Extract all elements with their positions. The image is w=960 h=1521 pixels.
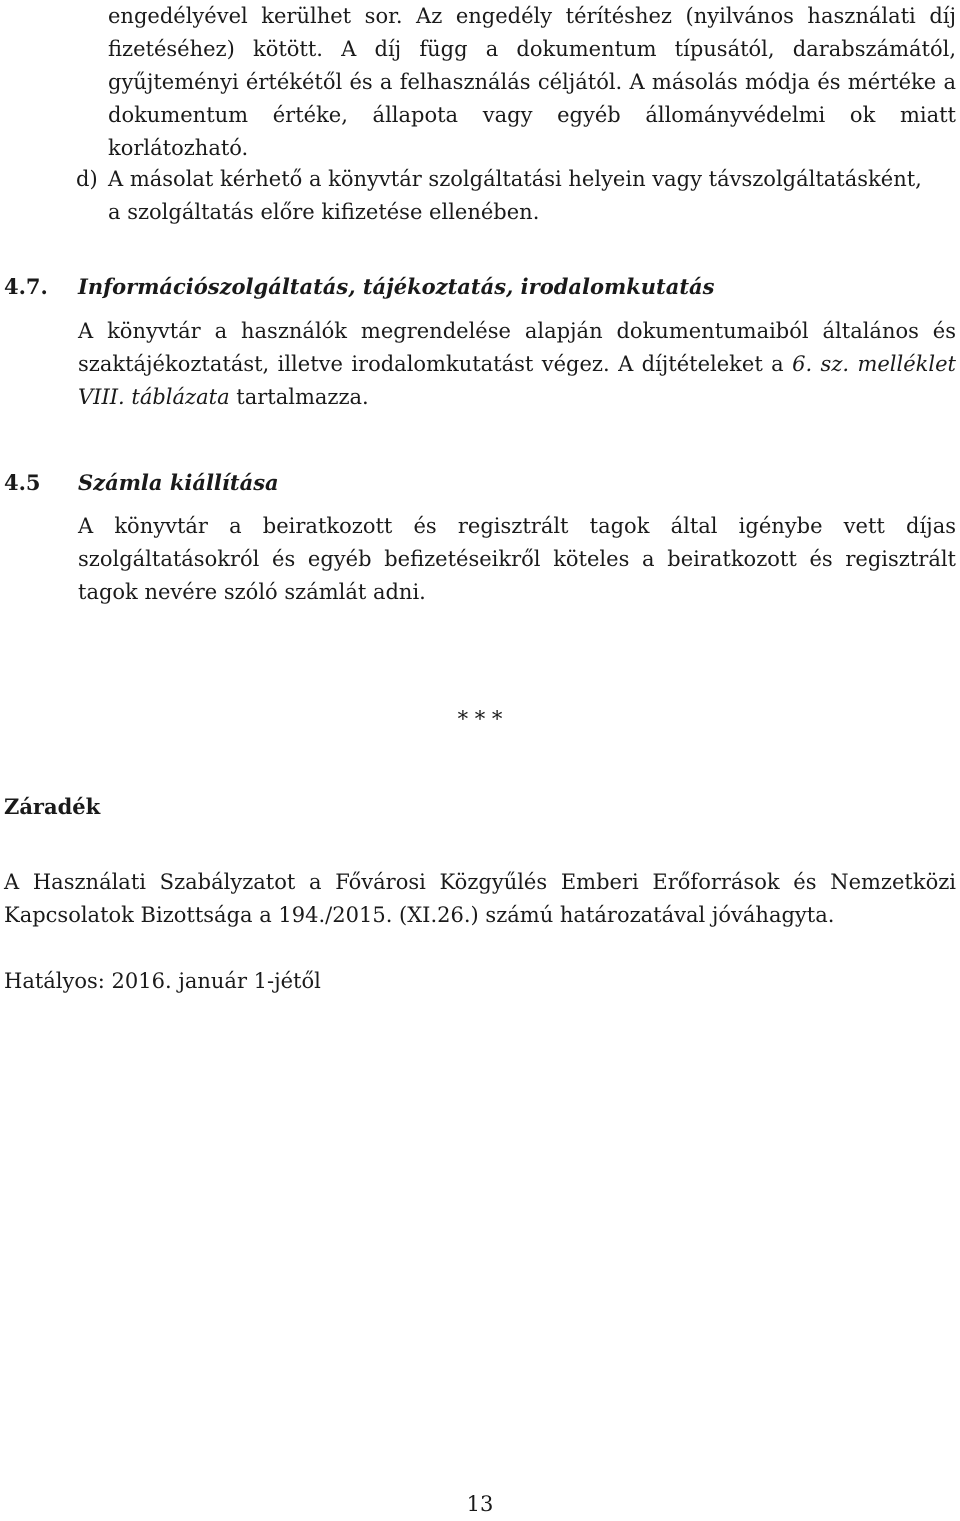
section-heading-4-7 xyxy=(4,270,954,303)
item-d-line2: a szolgáltatás előre kifizetése ellenében. xyxy=(108,200,540,224)
section-separator: * * * xyxy=(457,707,503,731)
closing-heading: Záradék xyxy=(4,794,101,819)
copy-rules-paragraph: engedélyével kerülhet sor. Az engedély térítéshez (nyilvános használati díj fizetéséhez) kötött. A díj függ a dokumentum típusától, darabszámától, gyűjteményi értékétől és a felhasználás céljától. A másolás módja és mértéke a dokumentum értéke, állapota vagy egyéb állományvédelmi ok miatt korlátozható. xyxy=(108,4,956,160)
section-body-4-5: A könyvtár a beiratkozott és regisztrált tagok által igénybe vett díjas szolgáltatásokról és egyéb befizetéseikről köteles a beiratkozott és regisztrált tagok nevére szóló számlát adni. xyxy=(78,514,956,604)
annex-reference: 6. sz. melléklet VIII. táblázata xyxy=(78,352,956,409)
section-body-4-7 xyxy=(78,315,956,414)
section-title: Számla kiállítása xyxy=(78,470,279,495)
section-title: Információszolgáltatás, tájékoztatás, irodalomkutatás xyxy=(78,274,715,299)
section-body-end: tartalmazza. xyxy=(236,385,369,409)
section-body-main: A könyvtár a használók megrendelése alapján dokumentumaiból általános és szaktájékoztatást, illetve irodalomkutatást végez. A díjtételeket a xyxy=(78,319,956,376)
list-item-d xyxy=(76,163,956,229)
list-marker: d) xyxy=(76,167,98,191)
item-d-line1: A másolat kérhető a könyvtár szolgáltatási helyein vagy távszolgáltatásként, xyxy=(108,167,922,191)
section-number: 4.7. xyxy=(4,274,48,299)
effective-date: Hatályos: 2016. január 1-jétől xyxy=(4,969,321,993)
approval-paragraph: A Használati Szabályzatot a Fővárosi Közgyűlés Emberi Erőforrások és Nemzetközi Kapcsolatok Bizottsága a 194./2015. (XI.26.) számú határozatával jóváhagyta. xyxy=(4,870,956,927)
section-number: 4.5 xyxy=(4,470,41,495)
page-number: 13 xyxy=(466,1492,494,1516)
section-heading-4-5 xyxy=(4,466,954,499)
